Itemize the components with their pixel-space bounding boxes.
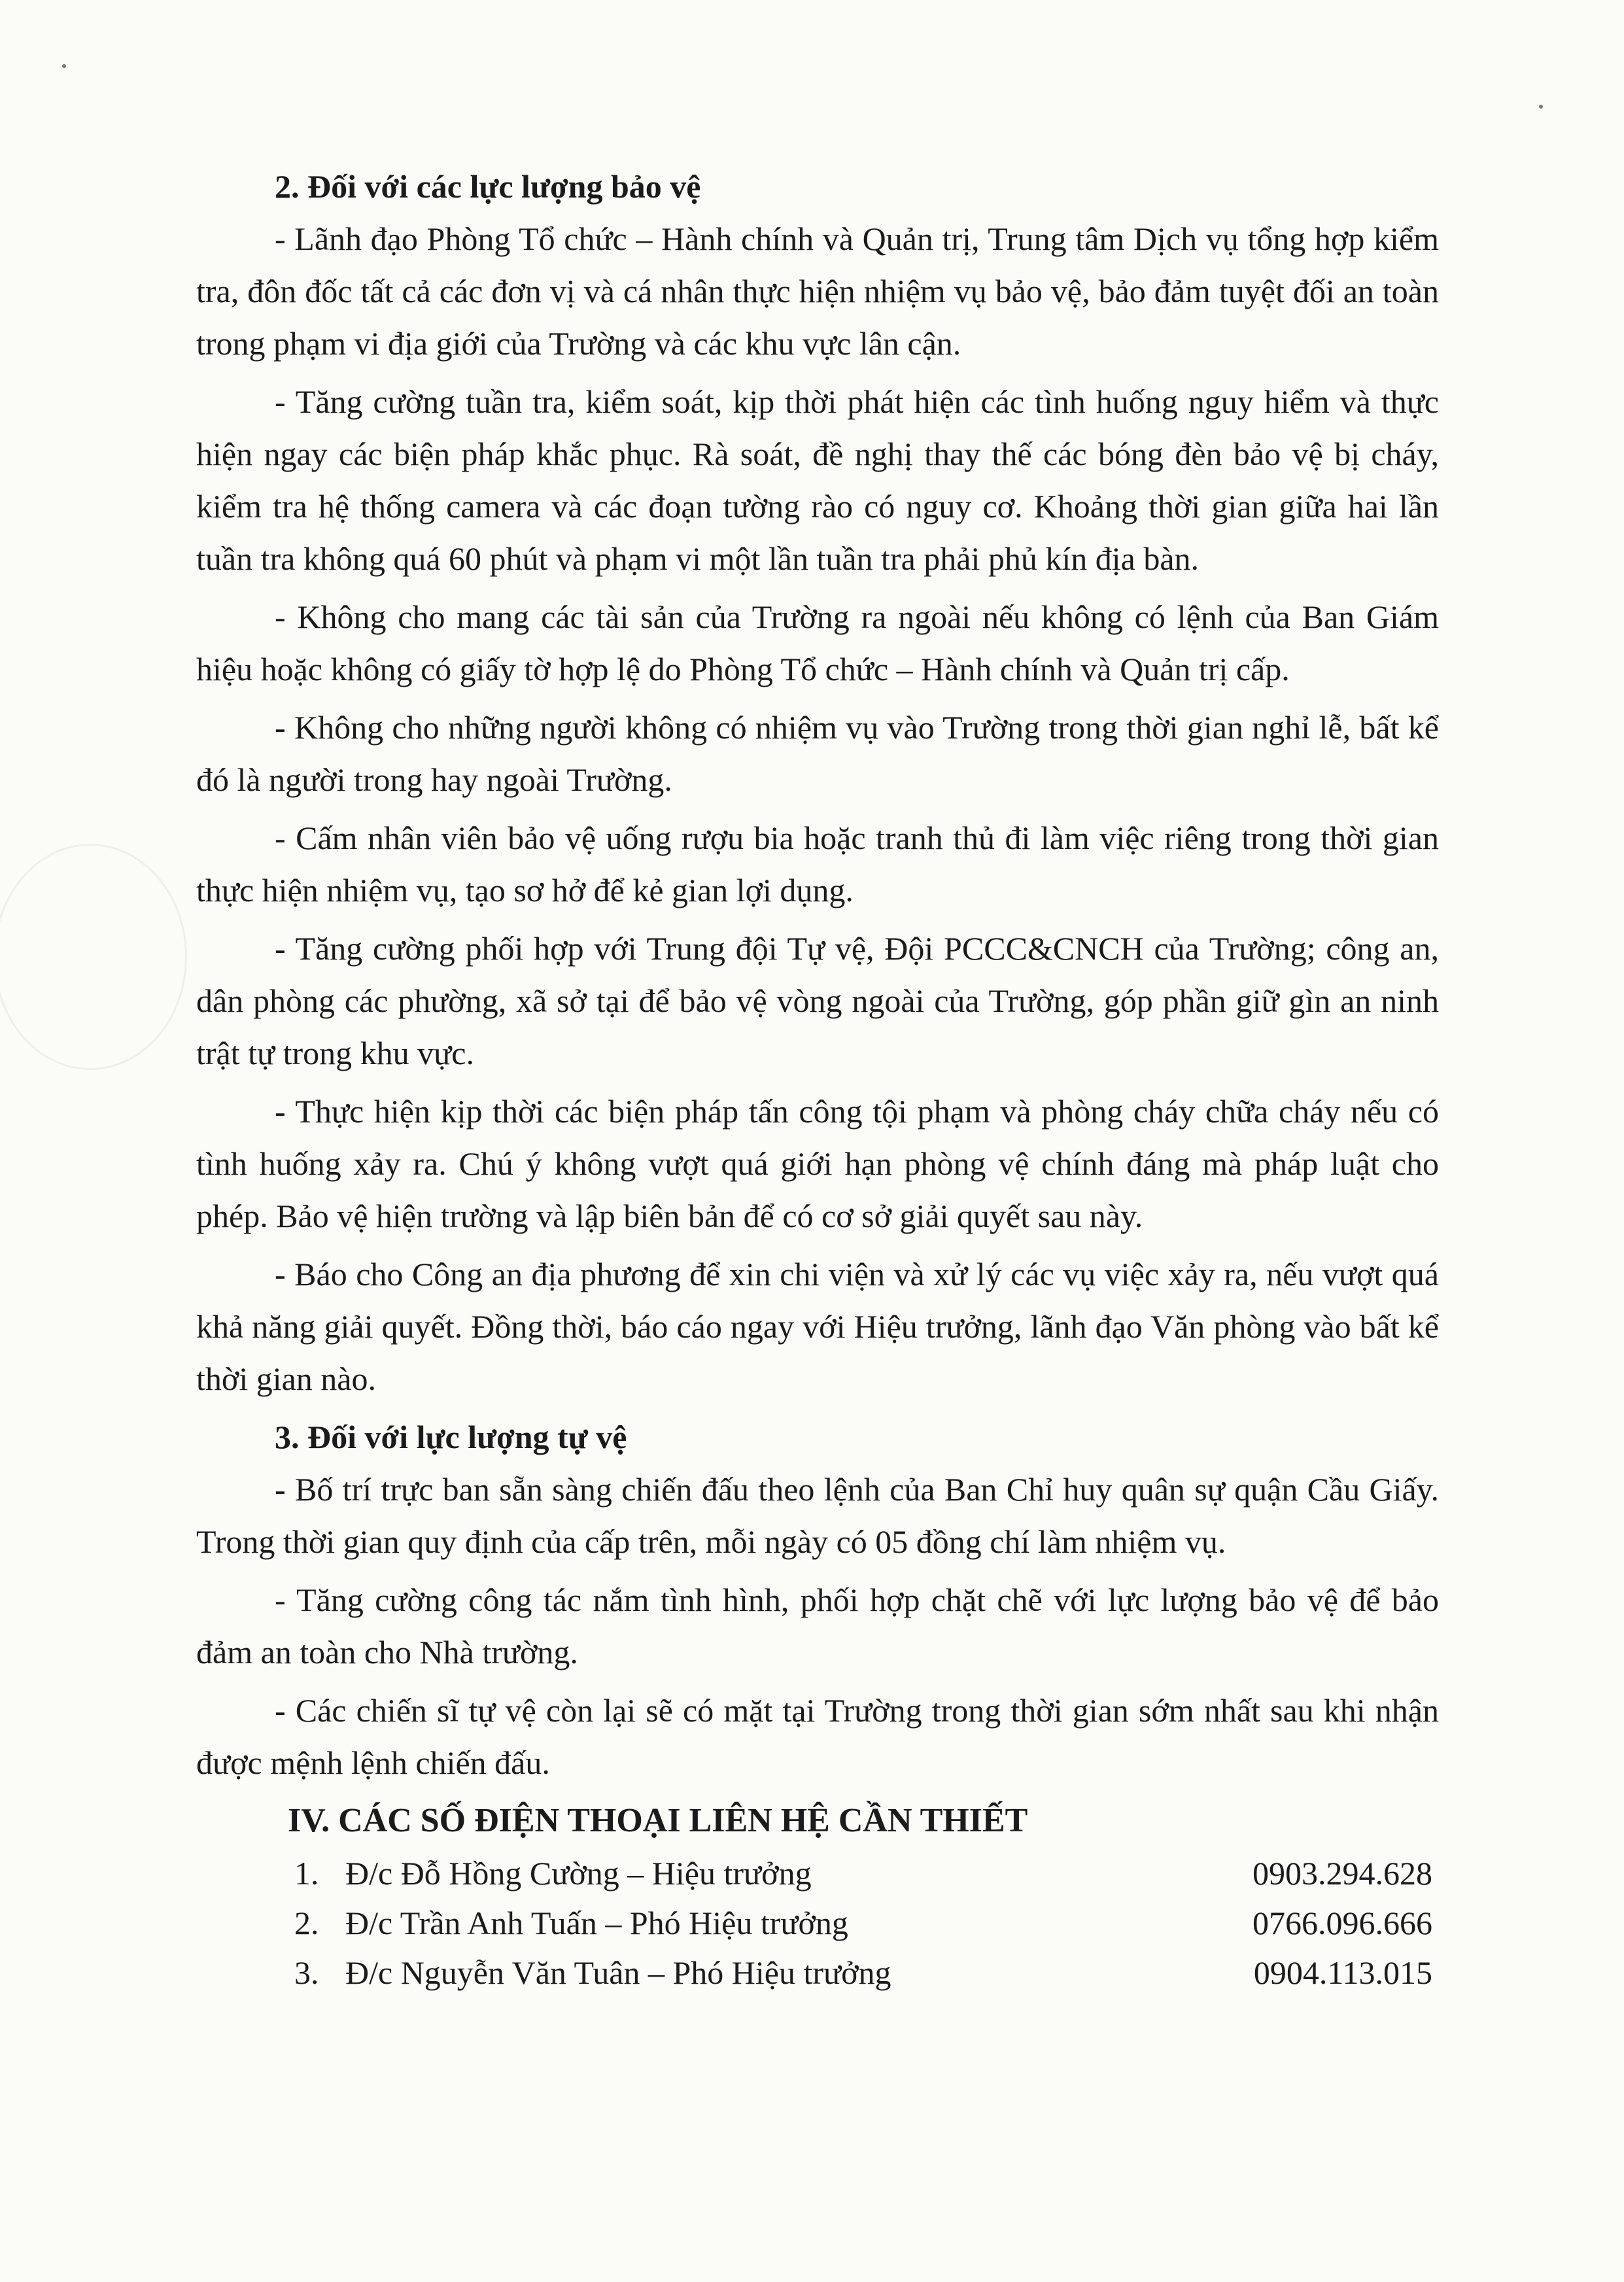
contact-row bbox=[294, 1847, 1439, 1897]
paragraph: - Lãnh đạo Phòng Tổ chức – Hành chính và Quản trị, Trung tâm Dịch vụ tổng hợp kiểm tra, đôn đốc tất cả các đơn vị và cá nhân thực hiện nhiệm vụ bảo vệ, bảo đảm tuyệt đối an toàn trong phạm vi địa giới của Trường và các khu vực lân cận. bbox=[196, 220, 1439, 362]
paragraph: - Tăng cường phối hợp với Trung đội Tự vệ, Đội PCCC&CNCH của Trường; công an, dân phòng các phường, xã sở tại để bảo vệ vòng ngoài của Trường, góp phần giữ gìn an ninh trật tự trong khu vực. bbox=[196, 930, 1439, 1071]
contact-name: Đ/c Đỗ Hồng Cường – Hiệu trưởng bbox=[345, 1855, 812, 1892]
paragraph: - Tăng cường tuần tra, kiểm soát, kịp thời phát hiện các tình huống nguy hiểm và thực hiện ngay các biện pháp khắc phục. Rà soát, đề nghị thay thế các bóng đèn bảo vệ bị cháy, kiểm tra hệ thống camera và các đoạn tường rào có nguy cơ. Khoảng thời gian giữa hai lần tuần tra không quá 60 phút và phạm vi một lần tuần tra phải phủ kín địa bàn. bbox=[196, 383, 1439, 577]
paragraph: - Thực hiện kịp thời các biện pháp tấn công tội phạm và phòng cháy chữa cháy nếu có tình huống xảy ra. Chú ý không vượt quá giới hạn phòng vệ chính đáng mà pháp luật cho phép. Bảo vệ hiện trường và lập biên bản để có cơ sở giải quyết sau này. bbox=[196, 1093, 1439, 1234]
contact-name: Đ/c Trần Anh Tuấn – Phó Hiệu trưởng bbox=[345, 1905, 848, 1941]
contact-phone: 0766.096.666 bbox=[1253, 1905, 1432, 1941]
paragraph: - Không cho những người không có nhiệm vụ vào Trường trong thời gian nghỉ lễ, bất kể đó là người trong hay ngoài Trường. bbox=[196, 709, 1439, 798]
scan-speck bbox=[62, 64, 66, 68]
contact-list bbox=[196, 1847, 1439, 1996]
contact-number: 1. bbox=[294, 1855, 319, 1892]
faded-stamp-mark bbox=[0, 844, 187, 1070]
paragraph: - Tăng cường công tác nắm tình hình, phối hợp chặt chẽ với lực lượng bảo vệ để bảo đảm an toàn cho Nhà trường. bbox=[196, 1582, 1439, 1670]
contact-phone: 0903.294.628 bbox=[1253, 1855, 1432, 1892]
contact-row bbox=[294, 1897, 1439, 1946]
paragraph: - Cấm nhân viên bảo vệ uống rượu bia hoặc tranh thủ đi làm việc riêng trong thời gian thực hiện nhiệm vụ, tạo sơ hở để kẻ gian lợi dụng. bbox=[196, 820, 1439, 908]
scan-speck bbox=[1539, 105, 1543, 109]
contact-name: Đ/c Nguyễn Văn Tuân – Phó Hiệu trưởng bbox=[345, 1954, 891, 1991]
contact-phone: 0904.113.015 bbox=[1253, 1954, 1432, 1991]
paragraph: - Không cho mang các tài sản của Trường ra ngoài nếu không có lệnh của Ban Giám hiệu hoặc không có giấy tờ hợp lệ do Phòng Tổ chức – Hành chính và Quản trị cấp. bbox=[196, 598, 1439, 687]
paragraph: - Bố trí trực ban sẵn sàng chiến đấu theo lệnh của Ban Chỉ huy quân sự quận Cầu Giấy. Trong thời gian quy định của cấp trên, mỗi ngày có 05 đồng chí làm nhiệm vụ. bbox=[196, 1471, 1439, 1560]
document-body bbox=[196, 160, 1439, 1996]
section-4-heading: IV. CÁC SỐ ĐIỆN THOẠI LIÊN HỆ CẦN THIẾT bbox=[288, 1802, 1028, 1839]
contact-number: 3. bbox=[294, 1954, 319, 1991]
section-2-heading: 2. Đối với các lực lượng bảo vệ bbox=[275, 168, 701, 205]
contact-number: 2. bbox=[294, 1905, 319, 1941]
paragraph: - Các chiến sĩ tự vệ còn lại sẽ có mặt tại Trường trong thời gian sớm nhất sau khi nhận được mệnh lệnh chiến đấu. bbox=[196, 1692, 1439, 1781]
section-3-heading: 3. Đối với lực lượng tự vệ bbox=[275, 1419, 627, 1455]
contact-row bbox=[294, 1946, 1439, 1996]
paragraph: - Báo cho Công an địa phương để xin chi viện và xử lý các vụ việc xảy ra, nếu vượt quá khả năng giải quyết. Đồng thời, báo cáo ngay với Hiệu trưởng, lãnh đạo Văn phòng vào bất kể thời gian nào. bbox=[196, 1256, 1439, 1397]
